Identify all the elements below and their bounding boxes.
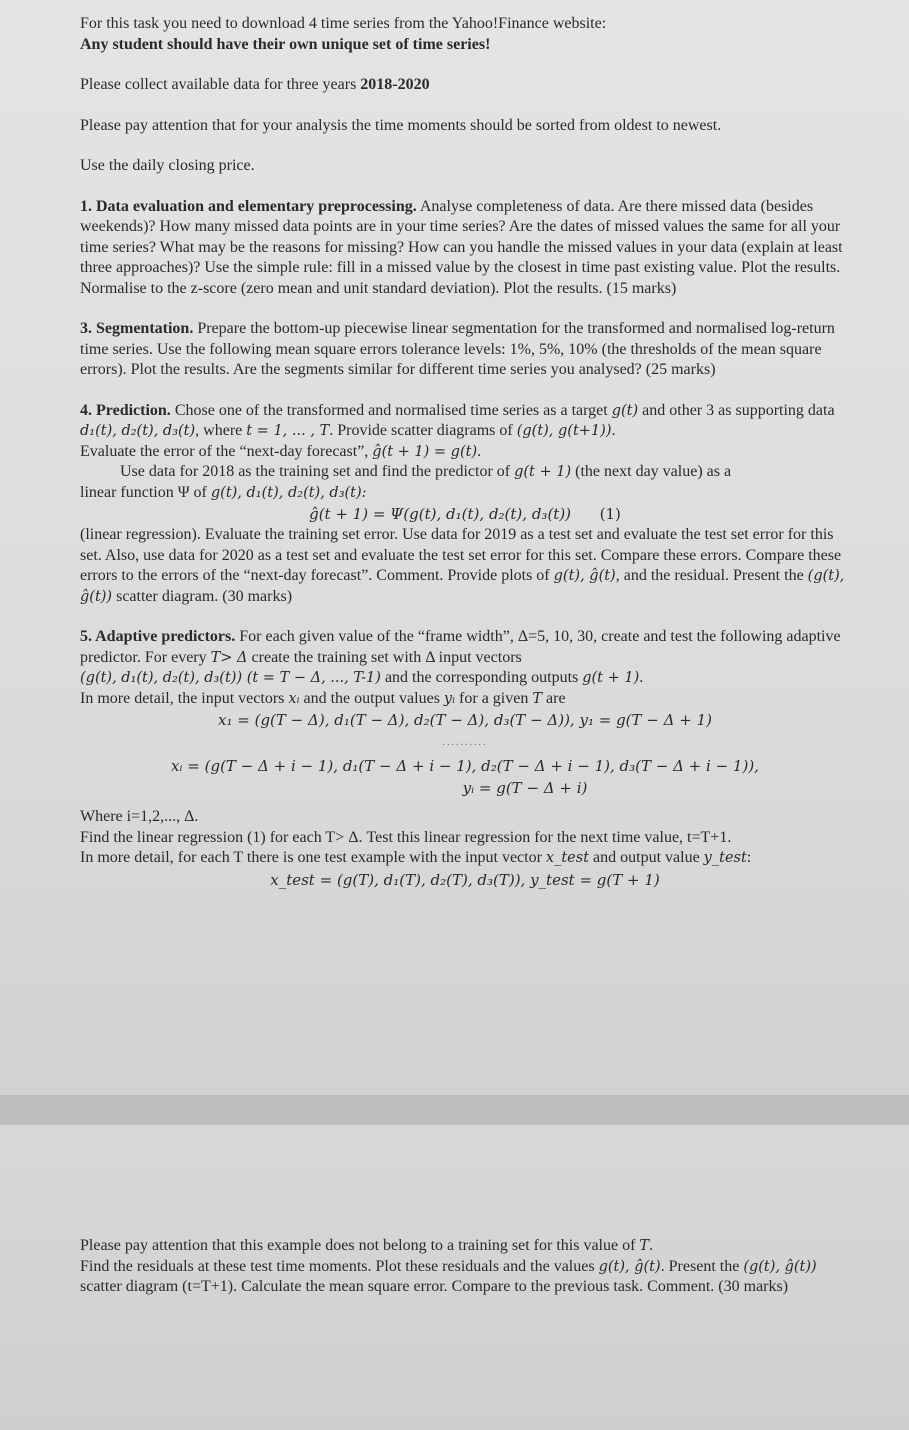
s4-text: Evaluate the error of the “next-day forecast”, [80,442,373,460]
s5-math-xi: xᵢ [288,690,300,707]
section-4-title: 4. Prediction. [80,401,171,419]
page-gap [0,1095,909,1125]
s4-math-vals: g(t), ĝ(t) [553,568,616,584]
s5-math-yi: yᵢ [443,690,456,707]
s4-math-forecast: ĝ(t + 1) = g(t) [372,443,478,460]
s5-text: create the training set with Δ input vectors [247,648,522,666]
p2-math-vals: g(t), ĝ(t) [598,1258,661,1275]
section-3-body: Prepare the bottom-up piecewise linear segmentation for the transformed and normalised log-return time series. Use the following mean square errors tolerance levels: 1%, 5%, 10% (the thresholds of the mean square errors). Plot the results. Are the segments similar for different time series you analysed? (25 marks) [80,320,835,378]
s5-math-cond: T> Δ [210,649,248,666]
s4-text: , and the residual. Present the [615,567,808,584]
s4-text: . [477,442,482,460]
s4-text: scatter diagram. (30 marks) [112,587,293,605]
s5-math-vec: (g(t), d₁(t), d₂(t), d₃(t)) [80,670,243,686]
s4-text: Chose one of the transformed and normalised time series as a target [170,401,612,419]
s4-text: . Provide scatter diagrams of [329,422,517,439]
equation-yi: yᵢ = g(T − Δ + i) [462,779,588,797]
section-4-paragraph-2b [80,483,850,504]
p2-math-pair: (g(t), ĝ(t)) [743,1258,817,1275]
equation-x1: x₁ = (g(T − Δ), d₁(T − Δ), d₂(T − Δ), d₃(T − Δ)), y₁ = g(T − Δ + 1) [218,711,712,729]
equation-ellipsis: .......... [442,737,488,748]
s5-text: For each given value of the “frame width”, Δ=5, 10, 30, create and test the following adaptive predictor. For every [80,628,841,666]
s5-text: . [639,669,644,686]
s4-math-pair: (g(t), ĝ(t)) [80,568,845,605]
s5-math-range: (t = T − Δ, ..., T-1) [242,670,381,686]
task-content [80,14,850,891]
s4-math-g: g(t) [611,402,639,419]
s5-text: and the corresponding outputs [380,669,583,686]
intro-line-1: For this task you need to download 4 time series from the Yahoo!Finance website: [80,15,607,32]
s4-math-g-next: g(t + 1) [514,464,572,480]
p2-text: . Present the [660,1257,744,1275]
section-4-paragraph-2 [80,462,850,483]
collect-prefix: Please collect available data for three years [80,76,361,93]
collect-years: 2018-2020 [360,76,430,93]
s5-math-out: g(t + 1) [582,670,640,686]
section-5-paragraph-1 [80,627,850,689]
s4-text: linear function Ψ of [80,483,211,501]
section-3 [80,319,850,381]
s4-text: . [611,422,616,439]
section-4-paragraph-3 [80,525,850,607]
page-2-paragraph-1 [80,1236,850,1257]
s5-text: In more detail, the input vectors [80,689,289,707]
s4-math-args: g(t), d₁(t), d₂(t), d₃(t): [210,484,367,501]
s5-text: and output value [589,849,704,866]
s4-text: (linear regression). Evaluate the training set error. Use data for 2019 as a test set and evaluate the test set error for this set. Also, use data for 2020 as a test set and evaluate the test set error for this set. Compare these errors. Compare these errors to the errors of the “next-day forecast”. Comment. Provide plots of [80,526,842,584]
p2-text: Find the residuals at these test time moments. Plot these residuals and the values [80,1257,599,1275]
s4-math-pair: (g(t), g(t+1)) [516,423,612,439]
s5-math-ytest: y_test [703,850,747,866]
where-clause: Where i=1,2,..., Δ. [80,808,199,825]
s5-text: are [542,689,566,707]
equation-1-number: (1) [599,505,621,523]
page-2-paragraph-2 [80,1257,850,1298]
intro-line-2: Any student should have their own unique set of time series! [80,35,491,53]
p2-text: . [649,1237,654,1254]
section-1-body: Analyse completeness of data. Are there missed data (besides weekends)? How many missed data points are in your time series? Are the dates of missed values the same for all your time series? What may be the reasons for missing? How can you handle the missed values in your data (explain at least three approaches)? Use the simple rule: fill in a missed value by the closest in time past existing value. Plot the results. Normalise to the z-score (zero mean and unit standard deviation). Plot the results. (15 marks) [80,197,843,297]
section-5-paragraph-2 [80,689,850,710]
equation-1-body: ĝ(t + 1) = Ψ(g(t), d₁(t), d₂(t), d₃(t)) [309,505,572,523]
s4-text: and other 3 as supporting data [638,401,835,419]
section-5-title: 5. Adaptive predictors. [80,628,236,645]
s4-math-d: d₁(t), d₂(t), d₃(t) [80,423,196,439]
s5-math-xtest: x_test [545,850,590,866]
s5-text: : [746,849,752,866]
s4-math-t: t = 1, ... , T [246,423,330,439]
closing-price-instruction: Use the daily closing price. [80,157,255,174]
s4-text: (the next day value) as a [571,463,732,480]
attention-instruction: Please pay attention that for your analysis the time moments should be sorted from oldest to newest. [80,116,722,134]
s5-math-T: T [532,690,543,707]
section-1 [80,197,850,300]
p2-math-T: T [639,1238,650,1254]
collect-instruction [80,75,850,96]
find-regression: Find the linear regression (1) for each T> Δ. Test this linear regression for the next time value, t=T+1. [80,828,732,846]
s5-text: In more detail, for each T there is one test example with the input vector [80,849,546,866]
equation-xi: xᵢ = (g(T − Δ + i − 1), d₁(T − Δ + i − 1), d₂(T − Δ + i − 1), d₃(T − Δ + i − 1)), [171,757,759,775]
section-3-title: 3. Segmentation. [80,320,194,337]
s5-text: and the output values [299,689,444,707]
p2-text: Please pay attention that this example does not belong to a training set for this value of [80,1237,640,1254]
s4-text: Use data for 2018 as the training set and find the predictor of [120,463,515,480]
section-4-paragraph-1 [80,401,850,463]
equation-1 [80,503,850,525]
test-detail [80,848,850,869]
p2-text: scatter diagram (t=T+1). Calculate the mean square error. Compare to the previous task. Comment. (30 marks) [80,1278,789,1295]
section-1-title: 1. Data evaluation and elementary preprocessing. [80,197,417,215]
equation-test: x_test = (g(T), d₁(T), d₂(T), d₃(T)), y_test = g(T + 1) [270,870,660,889]
s5-text: for a given [455,689,533,707]
s4-text: , where [195,422,247,439]
page-2-content [80,1236,850,1298]
